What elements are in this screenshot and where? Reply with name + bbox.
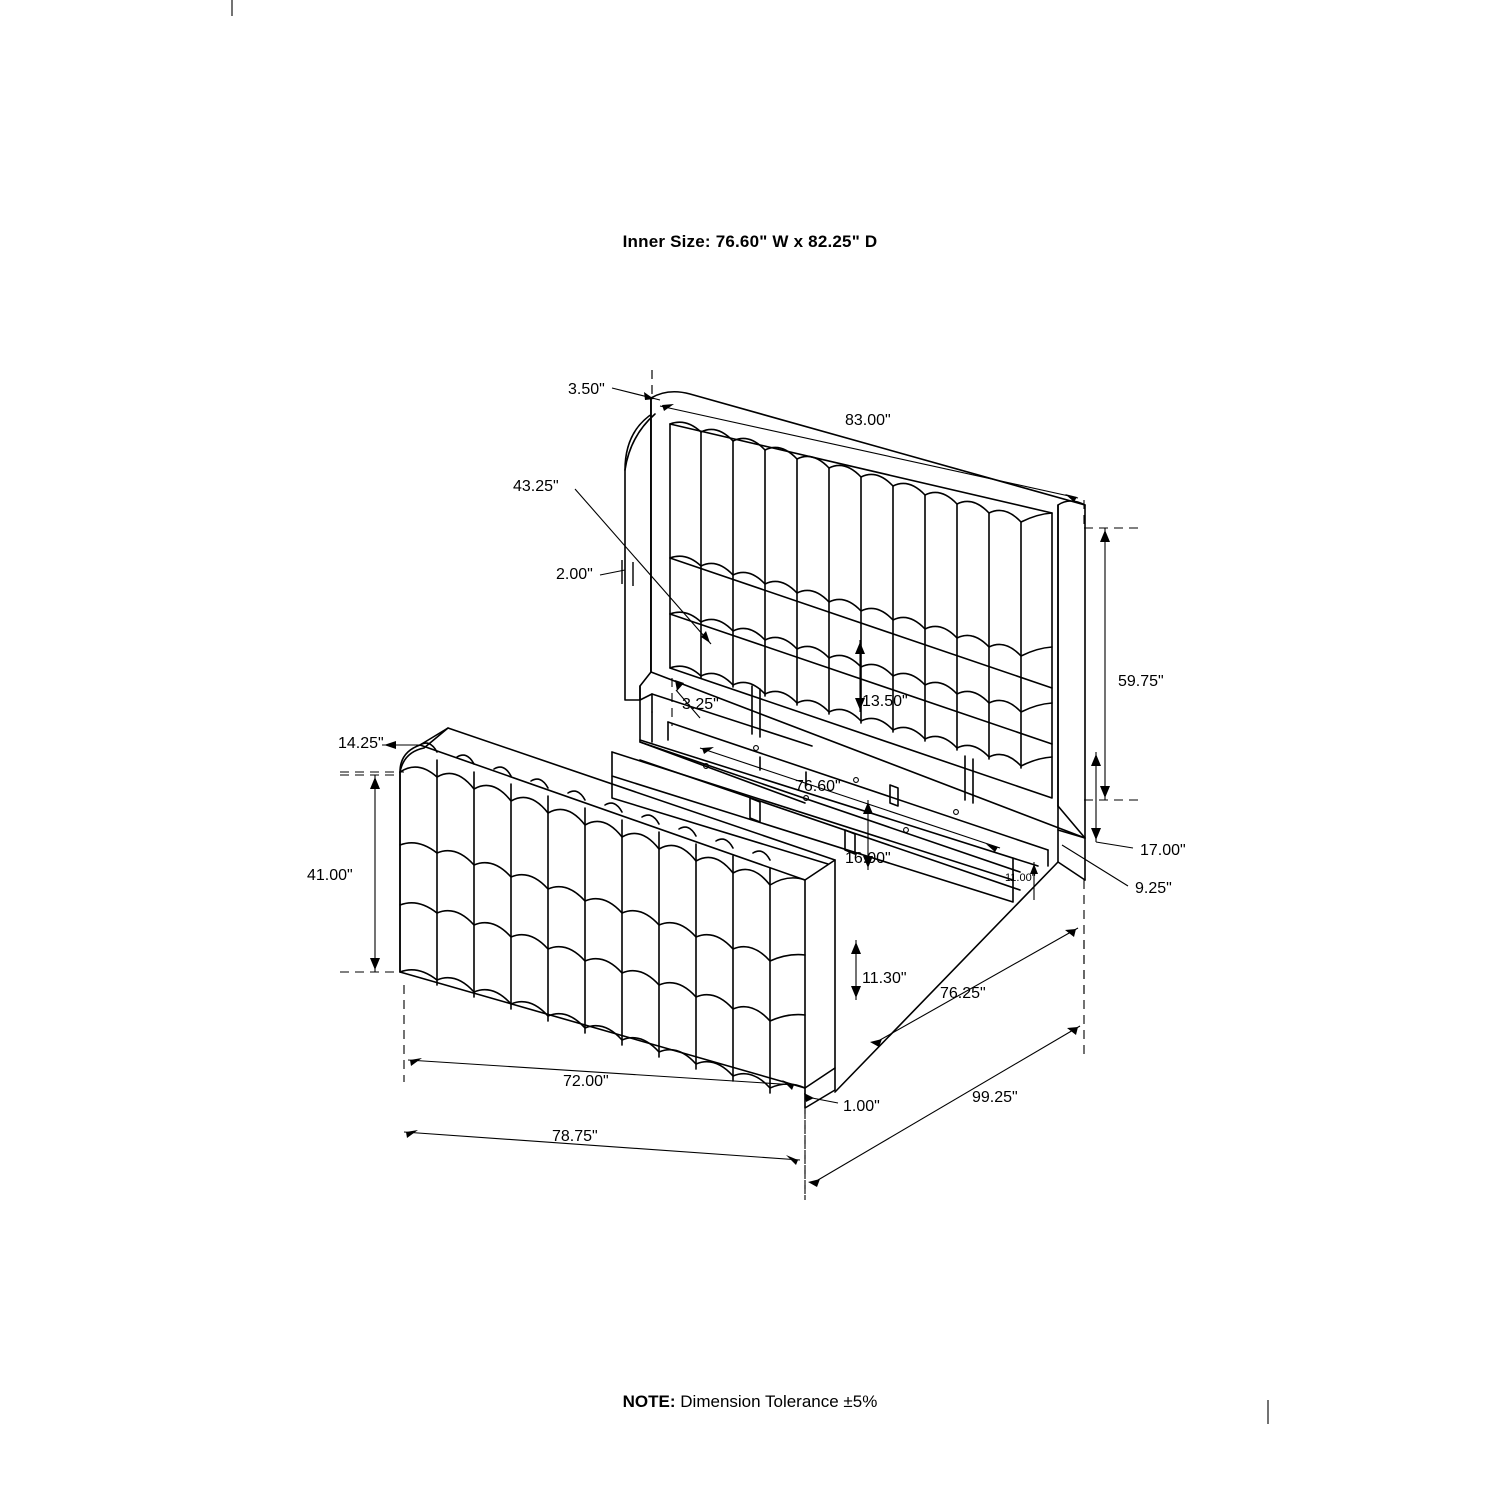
dimension-label-41-00: 41.00" [307,867,353,884]
dimension-label-14-25: 14.25" [338,735,384,752]
dimension-label-78-75: 78.75" [552,1128,598,1145]
footer-note [0,1392,1500,1412]
dimension-label-16-00: 16.00" [845,850,891,867]
dimension-label-2-00: 2.00" [556,566,593,583]
note-label: NOTE: [622,1392,676,1411]
dimension-label-3-25: 3.25" [682,696,719,713]
dimension-label-43-25: 43.25" [513,478,559,495]
dimension-label-11-30: 11.30" [862,970,907,987]
note-text: Dimension Tolerance ±5% [675,1392,878,1411]
dimension-label-1-00: 1.00" [843,1098,880,1115]
dimension-label-3-50: 3.50" [568,381,605,398]
dimension-label-13-50: 13.50" [862,693,908,710]
dimension-label-11-00: 11.00" [1005,872,1036,884]
dimension-label-83-00: 83.00" [845,412,891,429]
dimension-label-72-00: 72.00" [563,1073,609,1090]
dimension-label-76-60: 76.60" [795,778,841,795]
dimension-label-99-25: 99.25" [972,1089,1018,1106]
dimension-label-17-00: 17.00" [1140,842,1186,859]
dimension-label-9-25: 9.25" [1135,880,1172,897]
page-title: Inner Size: 76.60" W x 82.25" D [622,232,878,251]
dimension-label-59-75: 59.75" [1118,673,1164,690]
dimension-label-76-25: 76.25" [940,985,986,1002]
